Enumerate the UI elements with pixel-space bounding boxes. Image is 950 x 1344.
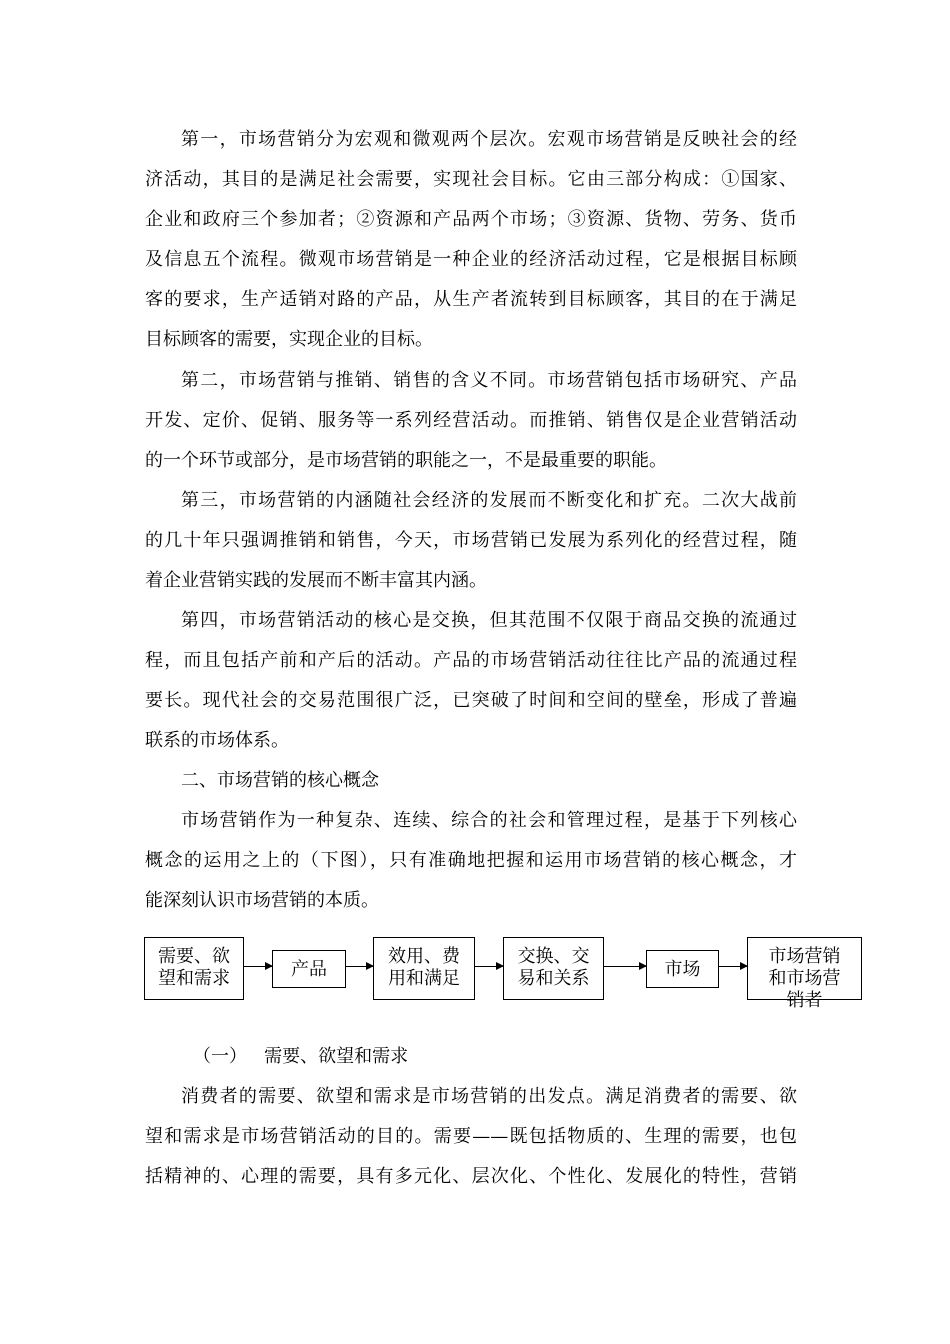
text-line: 市场营销作为一种复杂、连续、综合的社会和管理过程，是基于下列核心: [181, 810, 797, 831]
flow-box-text: 望和需求: [158, 968, 230, 989]
text-line: 的一个环节或部分，是市场营销的职能之一，不是最重要的职能。: [145, 450, 667, 471]
flow-box-text: 市场: [664, 959, 701, 980]
text-line: 第三，市场营销的内涵随社会经济的发展而不断变化和扩充。二次大战前: [181, 490, 797, 511]
flow-box-text: 需要、欲: [158, 946, 230, 967]
flow-box-text: 易和关系: [517, 968, 590, 989]
flow-arrow: [346, 966, 373, 967]
text-line: 客的要求，生产适销对路的产品，从生产者流转到目标顾客，其目的在于满足: [145, 289, 797, 310]
flow-box-text: 产品: [291, 959, 327, 980]
flow-box-text: 销者: [786, 990, 823, 1011]
text-line: 济活动，其目的是满足社会需要，实现社会目标。它由三部分构成：①国家、: [145, 169, 797, 190]
text-line: 括精神的、心理的需要，具有多元化、层次化、个性化、发展化的特性，营销: [145, 1166, 797, 1187]
flow-box-utility: [373, 937, 475, 1000]
section-heading: 二、市场营销的核心概念: [181, 770, 379, 791]
flow-arrow: [244, 966, 272, 967]
flow-arrow: [475, 966, 503, 967]
text-line: 望和需求是市场营销活动的目的。需要——既包括物质的、生理的需要，也包: [145, 1126, 797, 1147]
text-line: 着企业营销实践的发展而不断丰富其内涵。: [145, 570, 487, 591]
text-line: 第四，市场营销活动的核心是交换，但其范围不仅限于商品交换的流通过: [181, 610, 797, 631]
text-line: 的几十年只强调推销和销售，今天，市场营销已发展为系列化的经营过程，随: [145, 530, 797, 551]
text-line: 企业和政府三个参加者；②资源和产品两个市场；③资源、货物、劳务、货币: [145, 209, 797, 230]
flow-box-marketers: [747, 937, 862, 1011]
flow-box-text: 市场营销: [768, 946, 841, 967]
flow-box-needs: [144, 937, 244, 1000]
flow-box-text: 交换、交: [517, 946, 590, 967]
flow-box-text: 用和满足: [388, 968, 460, 989]
text-line: 消费者的需要、欲望和需求是市场营销的出发点。满足消费者的需要、欲: [181, 1086, 797, 1107]
flow-arrow: [719, 966, 747, 967]
subsection-heading: （一） 需要、欲望和需求: [193, 1046, 409, 1067]
text-line: 要长。现代社会的交易范围很广泛，已突破了时间和空间的壁垒，形成了普遍: [145, 690, 797, 711]
text-line: 第二，市场营销与推销、销售的含义不同。市场营销包括市场研究、产品: [181, 370, 797, 391]
flow-box-market: [646, 950, 719, 988]
text-line: 开发、定价、促销、服务等一系列经营活动。而推销、销售仅是企业营销活动: [145, 410, 797, 431]
text-line: 及信息五个流程。微观市场营销是一种企业的经济活动过程，它是根据目标顾: [145, 249, 797, 270]
text-line: 第一，市场营销分为宏观和微观两个层次。宏观市场营销是反映社会的经: [181, 129, 797, 150]
text-line: 能深刻认识市场营销的本质。: [145, 890, 379, 911]
flow-arrow: [604, 966, 646, 967]
text-line: 联系的市场体系。: [145, 730, 289, 751]
text-line: 程，而且包括产前和产后的活动。产品的市场营销活动往往比产品的流通过程: [145, 650, 797, 671]
flow-box-product: [272, 950, 346, 988]
text-line: 目标顾客的需要，实现企业的目标。: [145, 329, 433, 350]
text-line: 概念的运用之上的（下图），只有准确地把握和运用市场营销的核心概念，才: [145, 850, 797, 871]
flow-box-text: 和市场营: [768, 968, 841, 989]
flow-box-exchange: [503, 937, 604, 1000]
flow-box-text: 效用、费: [388, 946, 460, 967]
